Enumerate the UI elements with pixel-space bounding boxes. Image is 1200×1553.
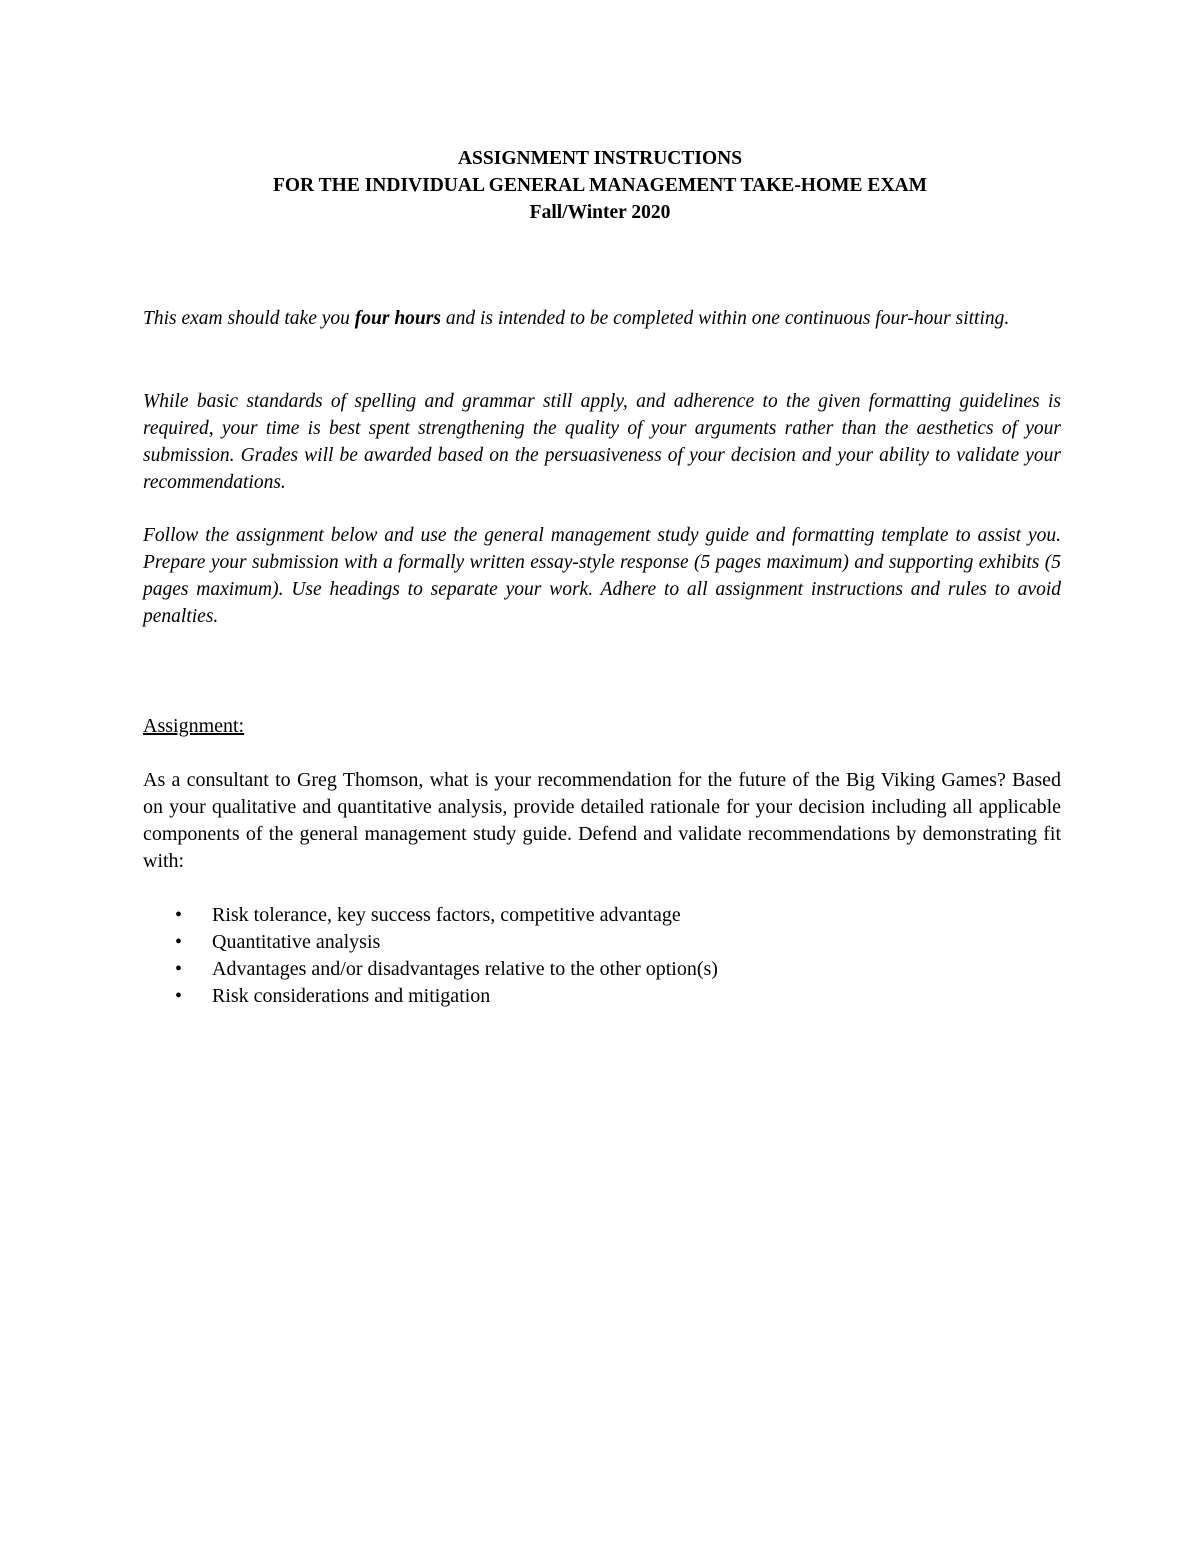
list-item-text: Risk considerations and mitigation	[212, 985, 491, 1007]
title-line-2: FOR THE INDIVIDUAL GENERAL MANAGEMENT TAKE-HOME EXAM	[272, 175, 928, 196]
list-item-text: Advantages and/or disadvantages relative to the other option(s)	[212, 958, 718, 980]
intro-duration-text-before: This exam should take you	[143, 308, 355, 329]
list-item	[143, 956, 1061, 983]
intro-duration-text-after: and is intended to be completed within one continuous four-hour sitting.	[440, 308, 1010, 329]
bullet-icon: •	[175, 985, 183, 1007]
assignment-criteria-list	[143, 902, 1061, 1010]
bullet-icon: •	[175, 931, 183, 953]
title-line-3: Fall/Winter 2020	[529, 202, 671, 223]
list-item	[143, 929, 1061, 956]
bullet-icon: •	[175, 958, 183, 980]
intro-paragraph-duration	[143, 305, 1061, 332]
list-item	[143, 902, 1061, 929]
intro-paragraph-grading: While basic standards of spelling and grammar still apply, and adherence to the given formatting guidelines is required, your time is best spent strengthening the quality of your arguments rather than the aesthetics of your submission. Grades will be awarded based on the persuasiveness of your decision and your ability to validate your recommendations.	[143, 391, 1061, 493]
intro-paragraph-format: Follow the assignment below and use the general management study guide and formatting template to assist you. Prepare your submission with a formally written essay-style response (5 pages maximum) and supporting exhibits (5 pages maximum). Use headings to separate your work. Adhere to all assignment instructions and rules to avoid penalties.	[143, 525, 1061, 627]
list-item	[143, 983, 1061, 1010]
assignment-body: As a consultant to Greg Thomson, what is your recommendation for the future of the Big Viking Games? Based on your qualitative and quantitative analysis, provide detailed rationale for your decision including all applicable components of the general management study guide. Defend and validate recommendations by demonstrating fit with:	[143, 769, 1061, 872]
document-title-block	[0, 145, 1200, 226]
bullet-icon: •	[175, 904, 183, 926]
list-item-text: Risk tolerance, key success factors, competitive advantage	[212, 904, 681, 926]
title-line-1: ASSIGNMENT INSTRUCTIONS	[457, 148, 743, 169]
assignment-heading: Assignment:	[143, 715, 245, 737]
list-item-text: Quantitative analysis	[212, 931, 381, 953]
intro-duration-emphasis: four hours	[354, 308, 441, 329]
